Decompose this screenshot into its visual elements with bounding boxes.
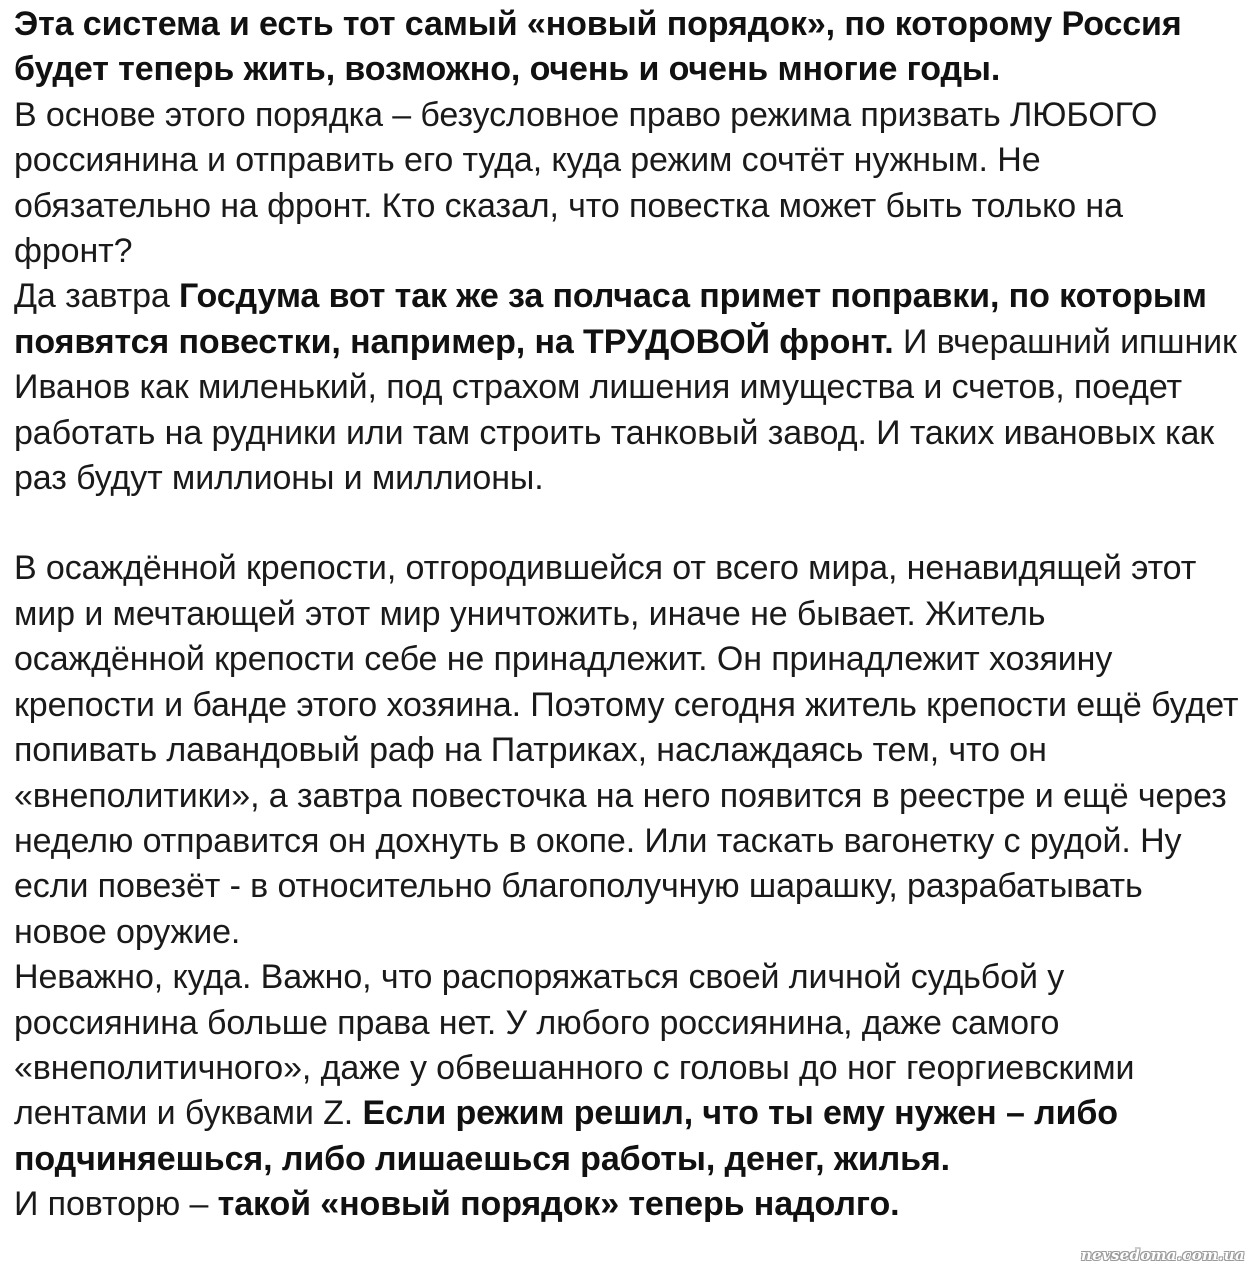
paragraph-text: И повторю – xyxy=(14,1185,218,1224)
bold-statement: Госдума вот так же за полчаса примет поправки, по которым появятся повестки, например, на ТРУДОВОЙ фронт. xyxy=(14,277,1207,361)
paragraph-text: Неважно, куда. Важно, что распоряжаться своей личной судьбой у россиянина больше права нет. У любого россиянина, даже самого «внеполитичного», даже у обвешанного с головы до ног георгиевскими лентами и буквами Z. xyxy=(14,958,1135,1133)
paragraph-4 xyxy=(14,955,1244,1182)
paragraph-text: И вчерашний ипшник Иванов как миленький, под страхом лишения имущества и счетов, поедет работать на рудники или там строить танковый завод. И таких ивановых как раз будут миллионы и миллионы. xyxy=(14,322,1237,498)
paragraph-spacer xyxy=(14,501,1244,546)
bold-statement: Эта система и есть тот самый «новый порядок», по которому Россия будет теперь жить, возможно, очень и очень многие годы. xyxy=(14,5,1182,89)
paragraph-text: Да завтра xyxy=(14,277,180,316)
paragraph-3 xyxy=(14,546,1244,955)
paragraph-text: В основе этого порядка – безусловное право режима призвать ЛЮБОГО россиянина и отправить его туда, куда режим сочтёт нужным. Не обязательно на фронт. Кто сказал, что повестка может быть только на фронт? xyxy=(14,95,1158,271)
paragraph-text: В осаждённой крепости, отгородившейся от всего мира, ненавидящей этот мир и мечтающей этот мир уничтожить, иначе не бывает. Житель осаждённой крепости себе не принадлежит. Он принадлежит хозяину крепости и банде этого хозяина. Поэтому сегодня житель крепости ещё будет попивать лавандовый раф на Патриках, наслаждаясь тем, что он «внеполитики», а завтра повесточка на него появится в реестре и ещё через неделю отправится он дохнуть в окопе. Или таскать вагонетку с рудой. Ну если повезёт - в относительно благополучную шарашку, разрабатывать новое оружие. xyxy=(14,549,1239,951)
bold-statement: такой «новый порядок» теперь надолго. xyxy=(217,1185,900,1224)
paragraph-5 xyxy=(14,1182,1244,1227)
paragraph-2 xyxy=(14,274,1244,501)
site-watermark: nevsedoma.com.ua xyxy=(1080,1246,1245,1264)
post-text xyxy=(14,2,1244,1228)
paragraph-1 xyxy=(14,2,1244,274)
bold-statement: Если режим решил, что ты ему нужен – либо подчиняешься, либо лишаешься работы, денег, жилья. xyxy=(14,1094,1118,1178)
